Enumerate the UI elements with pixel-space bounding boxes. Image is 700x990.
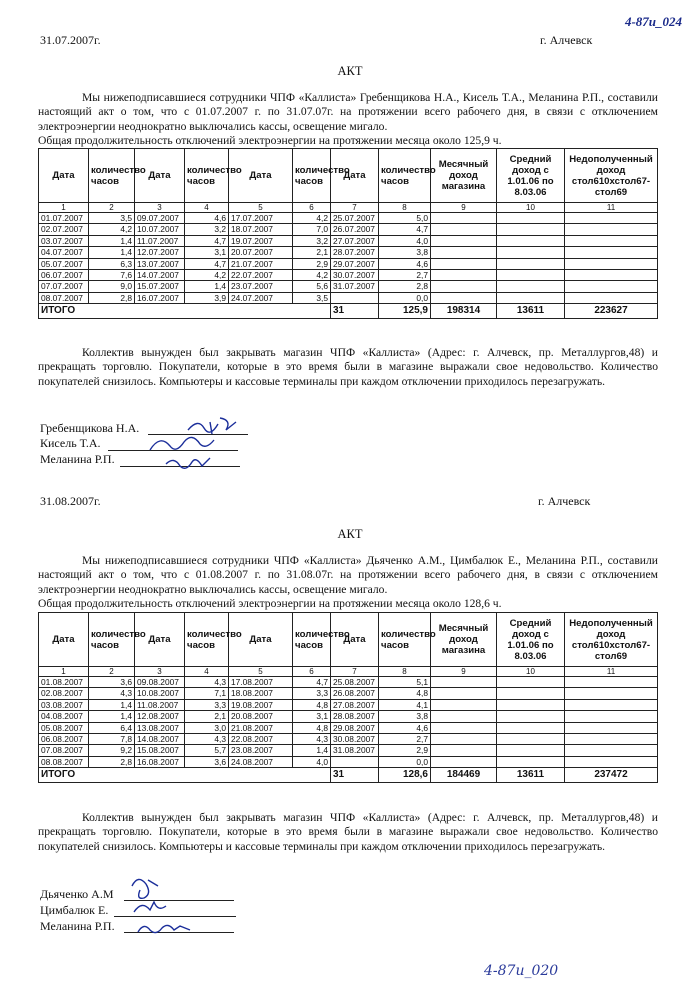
act2-table-row: [39, 711, 658, 722]
act2-signer: Меланина Р.П.: [40, 919, 115, 933]
act2-table-cell: [431, 722, 497, 733]
act2-column-number: 11: [565, 667, 658, 677]
act2-table-cell: [565, 756, 658, 767]
act2-header-cell: Дата: [135, 613, 185, 667]
act1-table-cell: 22.07.2007: [229, 270, 293, 281]
act1-table-cell: 2,8: [379, 281, 431, 292]
act2-table-cell: 20.08.2007: [229, 711, 293, 722]
act2-table-row: [39, 677, 658, 688]
act1-table-cell: 06.07.2007: [39, 270, 89, 281]
act1-table-cell: [565, 258, 658, 269]
act1-column-number: 5: [229, 203, 293, 213]
act1-table-cell: 4,6: [185, 213, 229, 224]
act1-table-cell: 3,8: [379, 247, 431, 258]
act2-table-cell: 06.08.2007: [39, 734, 89, 745]
act1-table-cell: 13.07.2007: [135, 258, 185, 269]
act2-column-number: 6: [293, 667, 331, 677]
act1-header-cell: Дата: [331, 149, 379, 203]
act2-signer: Дьяченко А.М: [40, 887, 114, 901]
act2-table-cell: 4,3: [185, 677, 229, 688]
act1-table-row: [39, 235, 658, 246]
act1-table-cell: 24.07.2007: [229, 292, 293, 303]
act2-table-cell: 30.08.2007: [331, 734, 379, 745]
act2-table-cell: 17.08.2007: [229, 677, 293, 688]
act2-table-cell: 3,3: [293, 688, 331, 699]
act1-table-row: [39, 247, 658, 258]
act1-table-cell: 2,7: [379, 270, 431, 281]
act1-table-cell: 03.07.2007: [39, 235, 89, 246]
act2-header-cell: Дата: [39, 613, 89, 667]
act2-table-cell: 28.08.2007: [331, 711, 379, 722]
act1-signer: Меланина Р.П.: [40, 452, 115, 466]
act2-header-row: [39, 613, 658, 667]
act2-table-cell: 1,4: [89, 711, 135, 722]
act1-table-cell: 02.07.2007: [39, 224, 89, 235]
act2-table-cell: 1,4: [293, 745, 331, 756]
act1-table-cell: [431, 247, 497, 258]
act1-table-cell: 2,9: [293, 258, 331, 269]
act1-column-number: 9: [431, 203, 497, 213]
act2-table-cell: 24.08.2007: [229, 756, 293, 767]
act1-paragraph-intro-text: Мы нижеподписавшиеся сотрудники ЧПФ «Каллиста» Гребенщикова Н.А., Кисель Т.А., Меланина Р.П., составили настоящий акт о том, что с 01.07.2007 г. по 31.07.07г. на протяжении всего рабочего дня, в связи с отключением электроэнергии неоднократно выключались кассы, освещение мигало.: [38, 91, 658, 133]
act1-table-cell: 26.07.2007: [331, 224, 379, 235]
act1-table-cell: [497, 281, 565, 292]
act1-table-cell: 5,6: [293, 281, 331, 292]
act2-table-cell: [565, 711, 658, 722]
act1-itogo-monthly: 198314: [431, 304, 497, 319]
act2-paragraph-intro: [38, 554, 658, 597]
act2-paragraph-consequences-text: Коллектив вынужден был закрывать магазин ЧПФ «Каллиста» (Адрес: г. Алчевск, пр. Металлургов,48) и прекращать торговлю. Покупатели, которые в это время были в магазине выражали свое недовольство. Количество покупателей снизилось. Компьютеры и кассовые терминалы при каждом отключении приходилось перезагружать.: [38, 811, 658, 853]
act1-table-cell: 21.07.2007: [229, 258, 293, 269]
act2-column-number: 3: [135, 667, 185, 677]
act1-table-cell: 23.07.2007: [229, 281, 293, 292]
act2-table-cell: 2,1: [185, 711, 229, 722]
act2-header-cell: количество часов: [89, 613, 135, 667]
act1-table-cell: 9,0: [89, 281, 135, 292]
act2-itogo-label: ИТОГО: [39, 768, 331, 783]
act1-table-cell: 4,2: [293, 213, 331, 224]
act1-table-cell: [565, 213, 658, 224]
act1-table-cell: 3,5: [293, 292, 331, 303]
act1-table-cell: 19.07.2007: [229, 235, 293, 246]
act2-outage-table: [38, 612, 658, 783]
act2-table-cell: 27.08.2007: [331, 699, 379, 710]
act1-column-number: 10: [497, 203, 565, 213]
act2-table-cell: [497, 688, 565, 699]
act2-table-cell: 4,8: [293, 699, 331, 710]
act1-itogo-avg: 13611: [497, 304, 565, 319]
act1-table-cell: [431, 270, 497, 281]
act2-table-cell: 5,7: [185, 745, 229, 756]
act1-table-cell: 30.07.2007: [331, 270, 379, 281]
act2-header-cell: количество часов: [293, 613, 331, 667]
act2-table-cell: 1,4: [89, 699, 135, 710]
act2-column-number: 10: [497, 667, 565, 677]
act2-table-cell: [565, 688, 658, 699]
act2-table-cell: 09.08.2007: [135, 677, 185, 688]
act1-table-cell: 29.07.2007: [331, 258, 379, 269]
act2-table-cell: 3,6: [89, 677, 135, 688]
act2-table-cell: [565, 699, 658, 710]
act2-itogo-days: 31: [331, 768, 379, 783]
act1-column-number-row: [39, 203, 658, 213]
act2-table-cell: 7,1: [185, 688, 229, 699]
act1-table-cell: 18.07.2007: [229, 224, 293, 235]
act1-table-cell: 4,0: [379, 235, 431, 246]
act2-table-cell: [497, 677, 565, 688]
act2-table-cell: 4,6: [379, 722, 431, 733]
act1-column-number: 11: [565, 203, 658, 213]
act1-header-cell: количество часов: [293, 149, 331, 203]
act1-signatures-scribble: [140, 410, 260, 476]
act1-table-cell: 3,9: [185, 292, 229, 303]
act1-table-cell: 25.07.2007: [331, 213, 379, 224]
act2-table-cell: [431, 711, 497, 722]
act1-table-cell: 4,2: [185, 270, 229, 281]
act1-table-cell: 4,6: [379, 258, 431, 269]
act1-table-cell: [565, 247, 658, 258]
act2-table-cell: 4,8: [293, 722, 331, 733]
act1-table-cell: 4,7: [185, 258, 229, 269]
act1-column-number: 1: [39, 203, 89, 213]
act2-table-cell: 01.08.2007: [39, 677, 89, 688]
act1-table-cell: [497, 224, 565, 235]
act2-column-number: 4: [185, 667, 229, 677]
act2-paragraph-intro-text: Мы нижеподписавшиеся сотрудники ЧПФ «Каллиста» Дьяченко А.М., Цимбалюк Е., Меланина Р.П., составили настоящий акт о том, что с 01.08.2007 г. по 31.08.07г. на протяжении всего рабочего дня, в связи с отключением электроэнергии неоднократно выключались кассы, освещение мигало.: [38, 554, 658, 596]
act2-table-cell: 3,8: [379, 711, 431, 722]
act1-table-row: [39, 270, 658, 281]
act2-column-number: 9: [431, 667, 497, 677]
act1-paragraph-consequences: [38, 346, 658, 389]
act1-header-cell: Дата: [39, 149, 89, 203]
act2-table-cell: 4,0: [293, 756, 331, 767]
act1-column-number: 4: [185, 203, 229, 213]
act2-table-row: [39, 734, 658, 745]
act2-table-cell: 5,1: [379, 677, 431, 688]
act2-header-cell: Средний доход с 1.01.06 по 8.03.06: [497, 613, 565, 667]
act2-signatures-scribble: [118, 872, 228, 942]
act2-signer: Цимбалюк Е.: [40, 903, 109, 917]
act2-table-cell: [497, 722, 565, 733]
act2-table-cell: 10.08.2007: [135, 688, 185, 699]
act1-table-cell: 4,2: [293, 270, 331, 281]
act2-table-cell: 31.08.2007: [331, 745, 379, 756]
act1-paragraph-consequences-text: Коллектив вынужден был закрывать магазин ЧПФ «Каллиста» (Адрес: г. Алчевск, пр. Металлургов,48) и прекращать торговлю. Покупатели, которые в это время были в магазине выражали свое недовольство. Количество покупателей снизилось. Компьютеры и кассовые терминалы при каждом отключении приходилось перезагружать.: [38, 346, 658, 388]
act1-table-cell: 4,7: [379, 224, 431, 235]
act2-table-cell: 02.08.2007: [39, 688, 89, 699]
act2-table-cell: 3,1: [293, 711, 331, 722]
act2-table-row: [39, 756, 658, 767]
act1-header-cell: количество часов: [89, 149, 135, 203]
act2-itogo-hours: 128,6: [379, 768, 431, 783]
act1-table-cell: [497, 247, 565, 258]
bottom-handwritten-note: 4-87u_020: [484, 963, 559, 979]
act2-table-cell: 0,0: [379, 756, 431, 767]
act2-table-cell: 4,3: [89, 688, 135, 699]
act2-date: 31.08.2007г.: [40, 494, 101, 508]
act2-table-cell: 18.08.2007: [229, 688, 293, 699]
act2-header-cell: Недополученный доход стол610хстол67-стол69: [565, 613, 658, 667]
act1-itogo-hours: 125,9: [379, 304, 431, 319]
act1-table-cell: 4,7: [185, 235, 229, 246]
act2-column-number: 8: [379, 667, 431, 677]
act2-table-cell: 2,9: [379, 745, 431, 756]
act1-table-row: [39, 213, 658, 224]
act2-total-line: Общая продолжительность отключений электроэнергии на протяжении месяца около 128,6 ч.: [38, 597, 502, 610]
corner-handwritten-note: 4-87u_024: [624, 14, 682, 29]
act2-table-cell: 13.08.2007: [135, 722, 185, 733]
act1-header-cell: Средний доход с 1.01.06 по 8.03.06: [497, 149, 565, 203]
act1-itogo-label: ИТОГО: [39, 304, 331, 319]
act2-header-cell: количество часов: [379, 613, 431, 667]
act2-table-cell: 9,2: [89, 745, 135, 756]
act1-title: АКТ: [337, 64, 363, 78]
act2-table-cell: [497, 734, 565, 745]
act1-table-cell: 01.07.2007: [39, 213, 89, 224]
act1-total-line: Общая продолжительность отключений электроэнергии на протяжении месяца около 125,9 ч.: [38, 134, 502, 147]
act1-header-cell: количество часов: [379, 149, 431, 203]
act2-table-cell: [565, 722, 658, 733]
act2-table-cell: 3,6: [185, 756, 229, 767]
act2-column-number: 2: [89, 667, 135, 677]
act1-table-cell: [565, 235, 658, 246]
act1-table-cell: 09.07.2007: [135, 213, 185, 224]
act1-header-cell: Дата: [135, 149, 185, 203]
act1-table-cell: [431, 213, 497, 224]
act1-outage-table: [38, 148, 658, 319]
act2-table-row: [39, 699, 658, 710]
act1-table-cell: 20.07.2007: [229, 247, 293, 258]
act2-table-cell: 26.08.2007: [331, 688, 379, 699]
act1-table-cell: 7,0: [293, 224, 331, 235]
act1-header-cell: Дата: [229, 149, 293, 203]
act2-table-cell: 05.08.2007: [39, 722, 89, 733]
act2-table-cell: 4,7: [293, 677, 331, 688]
act1-table-cell: [497, 258, 565, 269]
act1-table-cell: 6,3: [89, 258, 135, 269]
act1-table-cell: 7,6: [89, 270, 135, 281]
act1-column-number: 3: [135, 203, 185, 213]
act2-table-cell: 4,3: [293, 734, 331, 745]
act1-column-number: 7: [331, 203, 379, 213]
act1-table-cell: 12.07.2007: [135, 247, 185, 258]
act2-table-cell: [497, 711, 565, 722]
act2-column-number-row: [39, 667, 658, 677]
act2-table-cell: 3,0: [185, 722, 229, 733]
act2-table-cell: 2,7: [379, 734, 431, 745]
act1-table-cell: 14.07.2007: [135, 270, 185, 281]
act2-table-cell: 23.08.2007: [229, 745, 293, 756]
act1-table-row: [39, 292, 658, 303]
act1-itogo-lost: 223627: [565, 304, 658, 319]
act2-table-cell: 25.08.2007: [331, 677, 379, 688]
act1-table-cell: 3,1: [185, 247, 229, 258]
act1-table-cell: [497, 235, 565, 246]
act2-table-cell: 15.08.2007: [135, 745, 185, 756]
act2-table-cell: 3,3: [185, 699, 229, 710]
act2-table-cell: 21.08.2007: [229, 722, 293, 733]
act1-table-cell: 10.07.2007: [135, 224, 185, 235]
act1-table-cell: 27.07.2007: [331, 235, 379, 246]
act2-itogo-lost: 237472: [565, 768, 658, 783]
act1-table-cell: [565, 270, 658, 281]
act1-header-cell: Недополученный доход стол610хстол67-стол69: [565, 149, 658, 203]
act1-table-cell: 2,8: [89, 292, 135, 303]
act2-table-cell: 04.08.2007: [39, 711, 89, 722]
act1-table-cell: 1,4: [89, 247, 135, 258]
act2-table-cell: 22.08.2007: [229, 734, 293, 745]
act2-table-cell: 14.08.2007: [135, 734, 185, 745]
act2-header-cell: количество часов: [185, 613, 229, 667]
act2-table-cell: [497, 699, 565, 710]
act2-itogo-monthly: 184469: [431, 768, 497, 783]
act1-table-cell: 05.07.2007: [39, 258, 89, 269]
act1-table-cell: 15.07.2007: [135, 281, 185, 292]
act2-table-cell: 29.08.2007: [331, 722, 379, 733]
act2-table-cell: 19.08.2007: [229, 699, 293, 710]
act1-table-cell: [431, 224, 497, 235]
act2-paragraph-consequences: [38, 811, 658, 854]
act1-header-cell: Месячный доход магазина: [431, 149, 497, 203]
act2-column-number: 1: [39, 667, 89, 677]
act2-table-cell: 4,8: [379, 688, 431, 699]
act1-table-cell: [497, 292, 565, 303]
act2-table-cell: [431, 677, 497, 688]
act1-paragraph-intro: [38, 91, 658, 134]
act1-itogo-row: [39, 304, 658, 319]
act1-table-row: [39, 281, 658, 292]
act2-table-cell: [497, 745, 565, 756]
act2-table-cell: [565, 734, 658, 745]
act1-table-cell: [431, 258, 497, 269]
act2-table-cell: 7,8: [89, 734, 135, 745]
act1-date: 31.07.2007г.: [40, 33, 101, 47]
act1-table-cell: 07.07.2007: [39, 281, 89, 292]
act1-table-cell: [497, 213, 565, 224]
act1-table-cell: 16.07.2007: [135, 292, 185, 303]
act2-table-cell: 08.08.2007: [39, 756, 89, 767]
act1-table-cell: 28.07.2007: [331, 247, 379, 258]
act2-table-cell: 2,8: [89, 756, 135, 767]
act2-header-cell: Дата: [229, 613, 293, 667]
act1-table-cell: 08.07.2007: [39, 292, 89, 303]
act2-table-row: [39, 722, 658, 733]
act2-table-cell: [565, 745, 658, 756]
act2-table-row: [39, 688, 658, 699]
act1-table-cell: [431, 235, 497, 246]
act2-header-cell: Дата: [331, 613, 379, 667]
act1-table-cell: [431, 281, 497, 292]
act1-table-cell: 17.07.2007: [229, 213, 293, 224]
act1-table-cell: 5,0: [379, 213, 431, 224]
act1-table-cell: [431, 292, 497, 303]
act1-table-row: [39, 258, 658, 269]
act2-table-cell: 4,1: [379, 699, 431, 710]
act1-table-cell: 3,2: [293, 235, 331, 246]
act2-table-cell: [431, 699, 497, 710]
act1-column-number: 8: [379, 203, 431, 213]
act1-table-cell: [565, 224, 658, 235]
act2-table-cell: [431, 688, 497, 699]
act2-table-cell: [497, 756, 565, 767]
act2-title: АКТ: [337, 527, 363, 541]
act1-itogo-days: 31: [331, 304, 379, 319]
act1-table-cell: 4,2: [89, 224, 135, 235]
act1-table-cell: [497, 270, 565, 281]
act2-column-number: 5: [229, 667, 293, 677]
act1-table-cell: [565, 292, 658, 303]
act2-table-cell: [565, 677, 658, 688]
act2-table-cell: 6,4: [89, 722, 135, 733]
act1-table-cell: 3,5: [89, 213, 135, 224]
act1-table-cell: 0,0: [379, 292, 431, 303]
act2-itogo-avg: 13611: [497, 768, 565, 783]
act2-table-row: [39, 745, 658, 756]
act1-signer: Гребенщикова Н.А.: [40, 421, 140, 435]
act1-table-cell: 1,4: [185, 281, 229, 292]
act1-signer: Кисель Т.А.: [40, 436, 101, 450]
act1-header-cell: количество часов: [185, 149, 229, 203]
act1-table-cell: 1,4: [89, 235, 135, 246]
act1-table-cell: 2,1: [293, 247, 331, 258]
act1-table-cell: 31.07.2007: [331, 281, 379, 292]
act2-table-cell: 11.08.2007: [135, 699, 185, 710]
act1-table-cell: 11.07.2007: [135, 235, 185, 246]
act1-table-cell: 3,2: [185, 224, 229, 235]
act2-itogo-row: [39, 768, 658, 783]
act1-table-cell: [331, 292, 379, 303]
act2-table-cell: [431, 734, 497, 745]
act2-header-cell: Месячный доход магазина: [431, 613, 497, 667]
act1-column-number: 2: [89, 203, 135, 213]
act2-table-cell: [431, 756, 497, 767]
act2-table-cell: 07.08.2007: [39, 745, 89, 756]
act2-column-number: 7: [331, 667, 379, 677]
act1-column-number: 6: [293, 203, 331, 213]
act2-table-cell: [331, 756, 379, 767]
act1-header-row: [39, 149, 658, 203]
act2-table-cell: 12.08.2007: [135, 711, 185, 722]
act1-city: г. Алчевск: [540, 33, 593, 47]
act1-table-cell: 04.07.2007: [39, 247, 89, 258]
act1-table-cell: [565, 281, 658, 292]
act2-table-cell: 03.08.2007: [39, 699, 89, 710]
act2-table-cell: 4,3: [185, 734, 229, 745]
act2-city: г. Алчевск: [538, 494, 591, 508]
act2-table-cell: 16.08.2007: [135, 756, 185, 767]
act1-table-row: [39, 224, 658, 235]
act2-table-cell: [431, 745, 497, 756]
